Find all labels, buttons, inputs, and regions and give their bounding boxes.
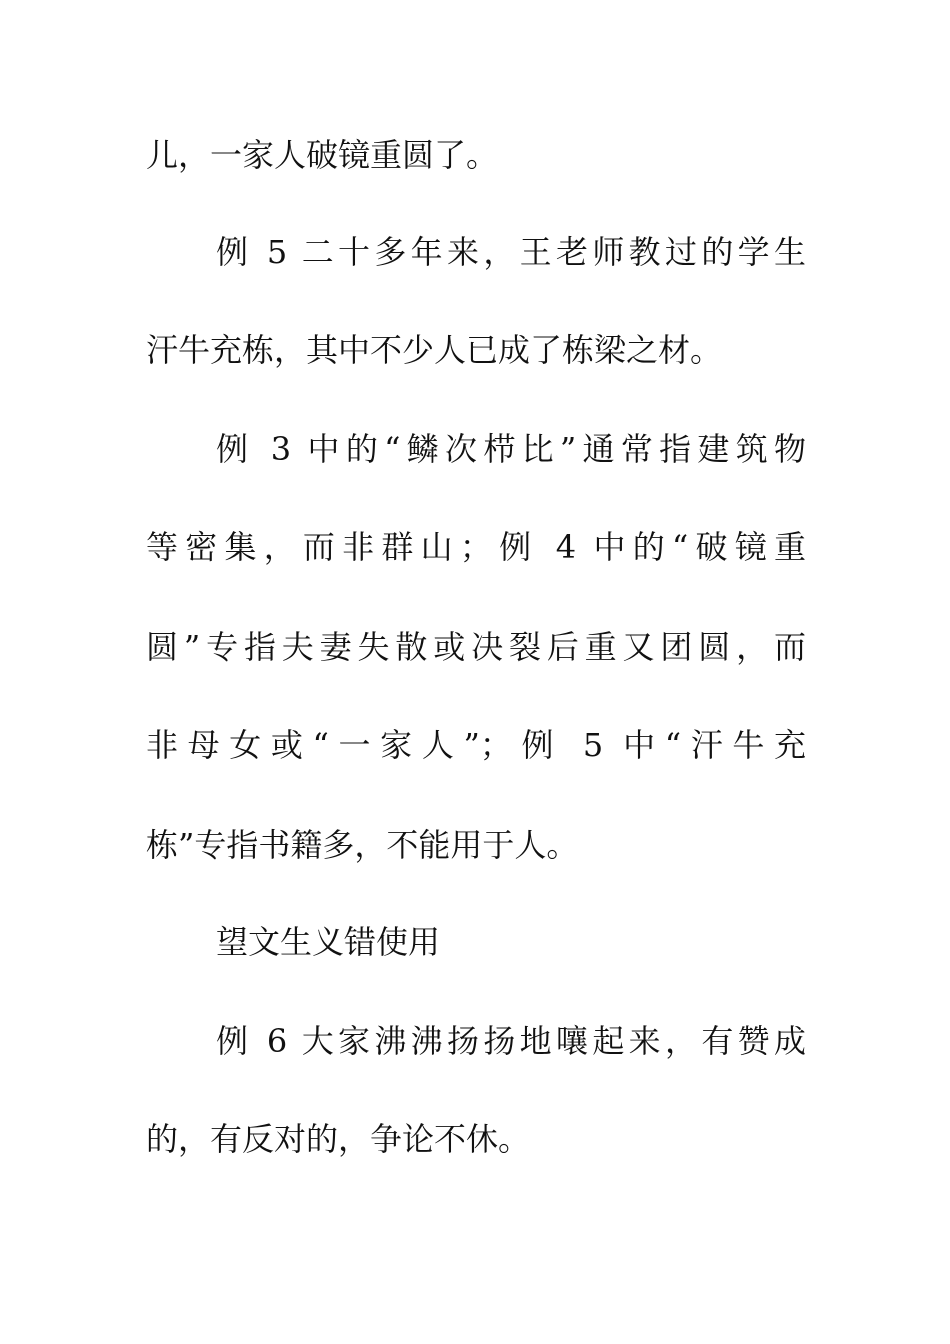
explanation-line-1: 例 3 中的“鳞次栉比”通常指建筑物 <box>216 430 806 468</box>
explanation-line-5: 栋”专指书籍多，不能用于人。 <box>146 826 579 864</box>
section-heading: 望文生义错使用 <box>216 923 441 961</box>
example-5-line-2: 汗牛充栋，其中不少人已成了栋梁之材。 <box>146 331 723 369</box>
example-6-line-1: 例 6 大家沸沸扬扬地嚷起来，有赞成 <box>216 1022 806 1060</box>
explanation-line-4: 非母女或“一家人”；例 5 中“汗牛充 <box>146 726 806 764</box>
explanation-line-2: 等密集，而非群山；例 4 中的“破镜重 <box>146 528 806 566</box>
explanation-line-3: 圆”专指夫妻失散或决裂后重又团圆，而 <box>146 628 806 666</box>
example-6-line-2: 的，有反对的，争论不休。 <box>146 1120 531 1158</box>
text-line-1: 儿，一家人破镜重圆了。 <box>146 136 499 174</box>
example-5-line-1: 例 5 二十多年来，王老师教过的学生 <box>216 233 806 271</box>
